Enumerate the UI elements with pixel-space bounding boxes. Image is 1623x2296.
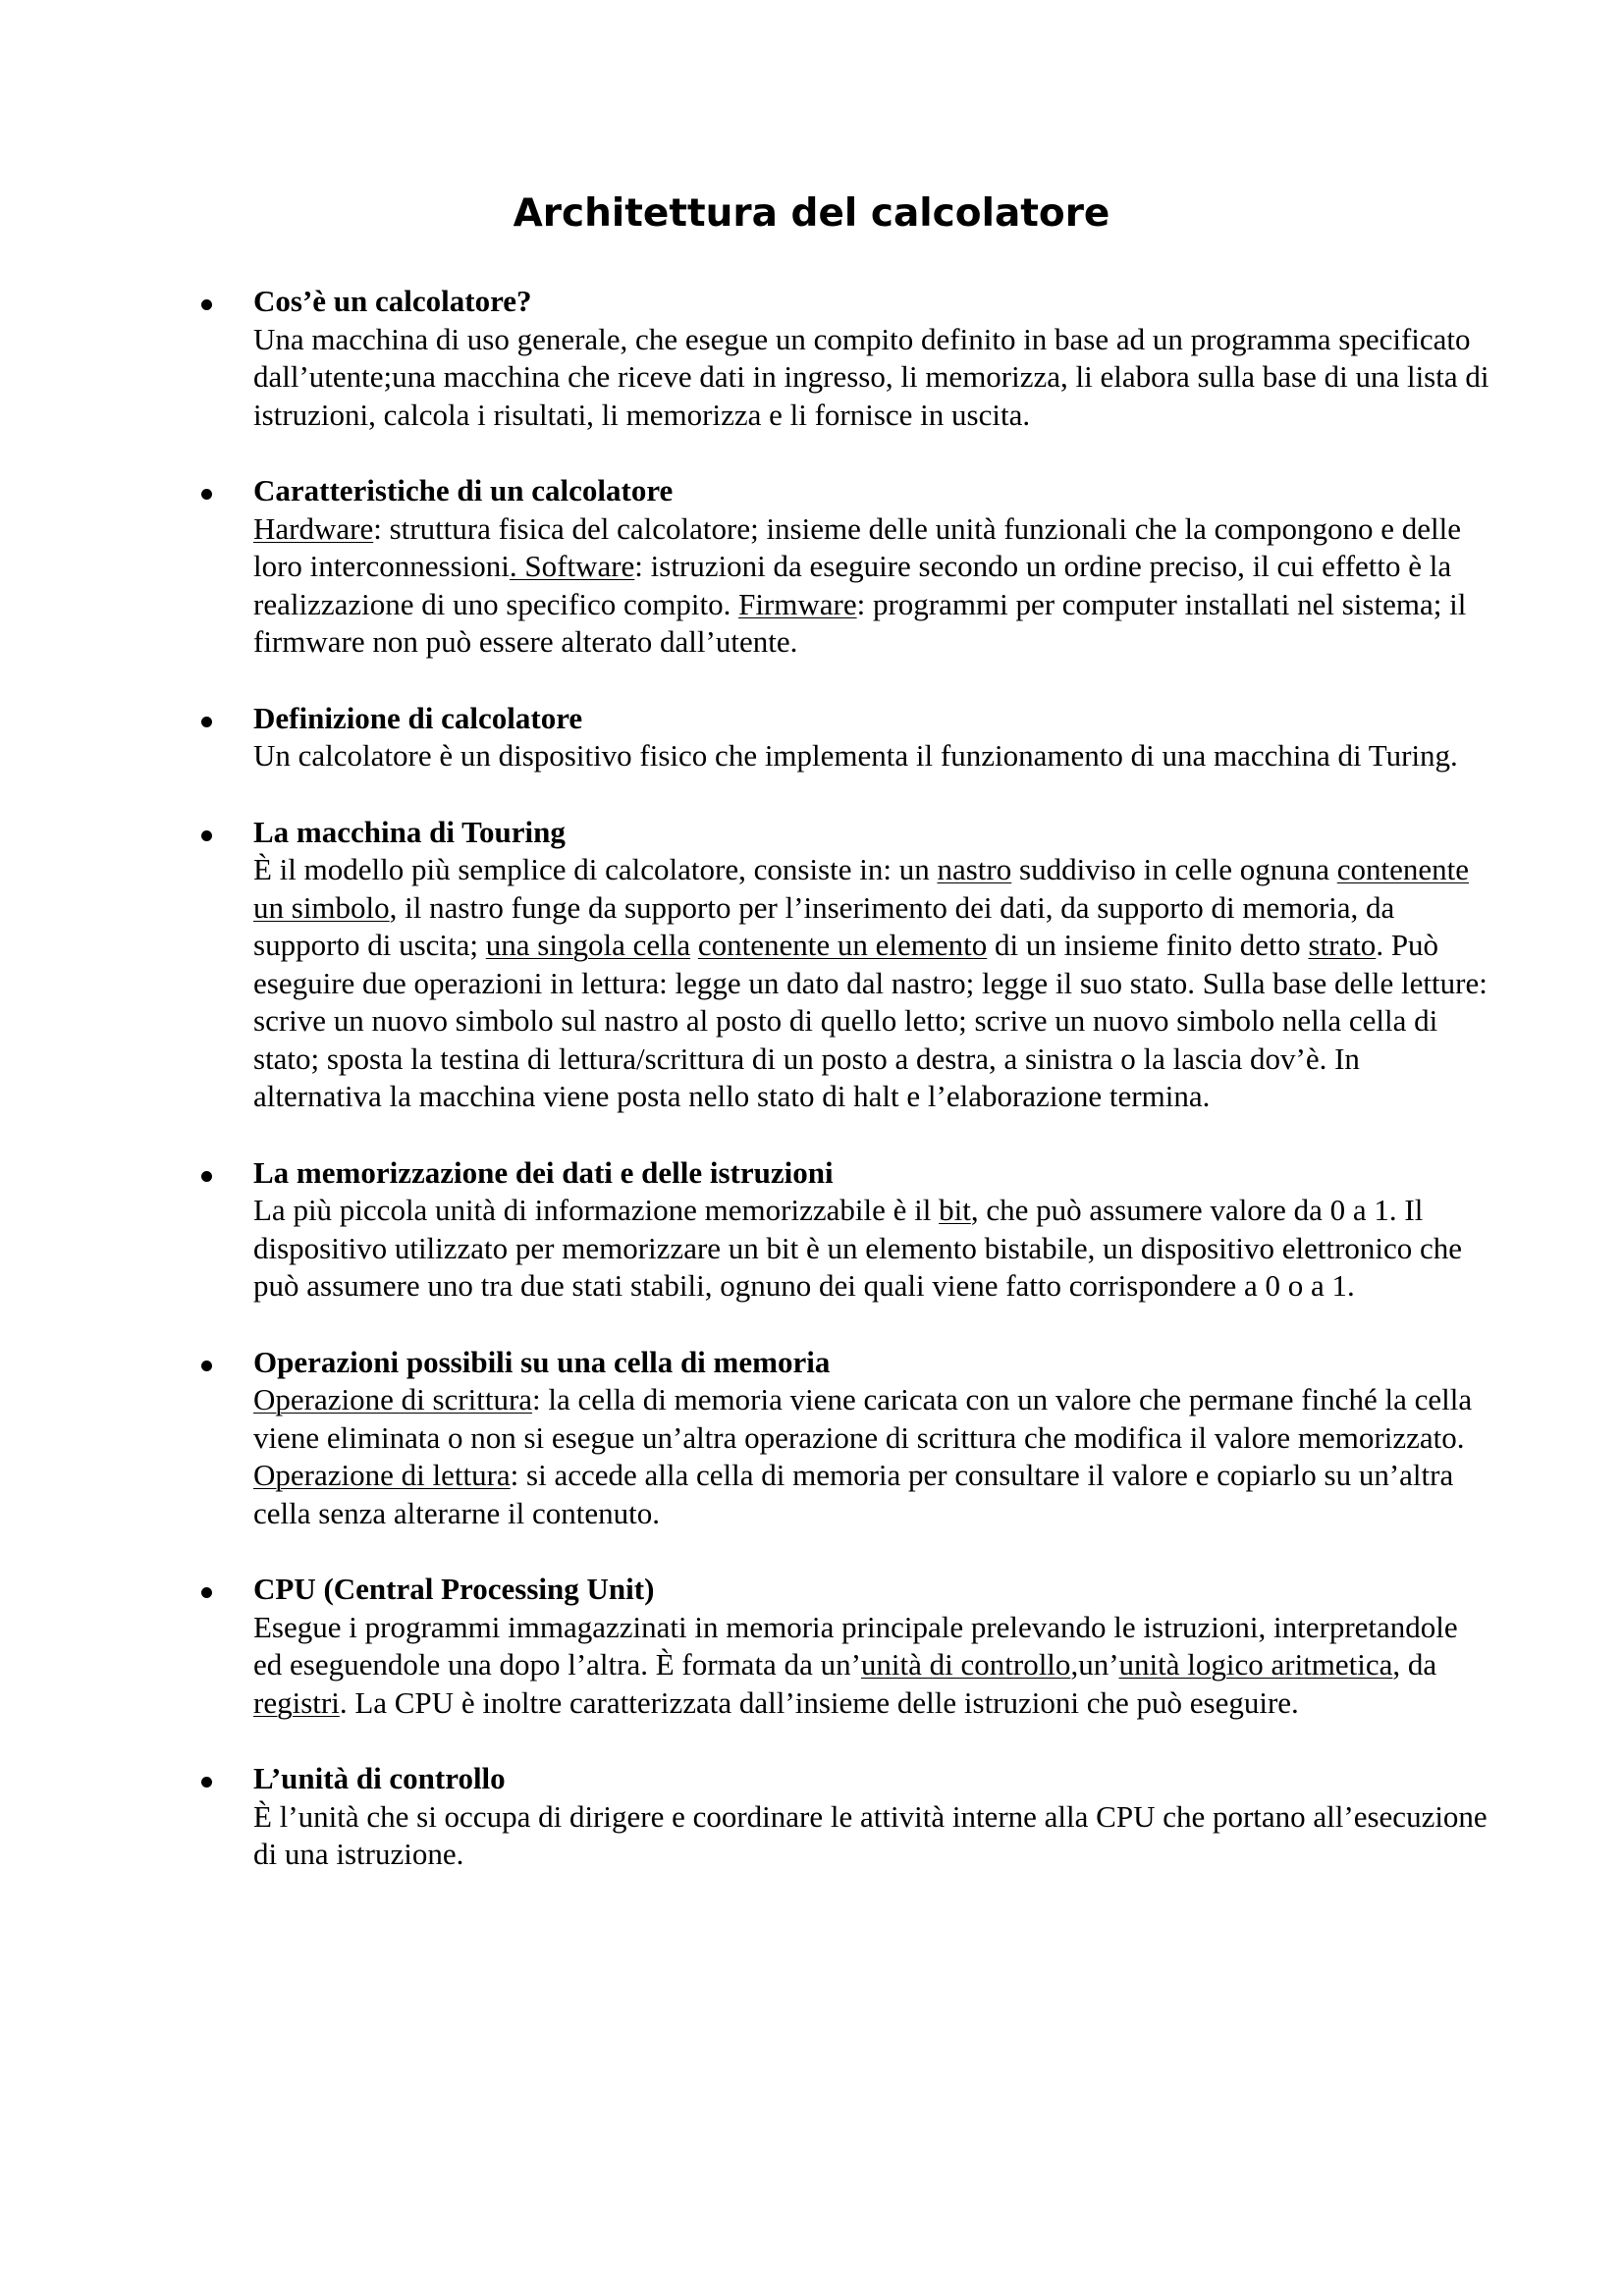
- underlined-term: Operazione di lettura: [253, 1458, 511, 1492]
- underlined-term: bit: [939, 1193, 971, 1227]
- bullet-list: [253, 283, 1490, 1912]
- text-run: : la cella di memoria viene caricata con un valore che permane finché la cella viene eliminata o non si esegue un’altra operazione di scrittura che modifica il valore memorizzato.: [253, 1382, 1473, 1455]
- section-body: [253, 321, 1490, 435]
- section-heading: L’unità di controllo: [253, 1761, 506, 1795]
- text-run: Esegue i programmi immagazzinati in memoria principale prelevando le istruzioni, interpretandole ed eseguendole una dopo l’altra. È formata da un’: [253, 1609, 1458, 1682]
- text-run: suddiviso in celle ognuna: [1011, 852, 1337, 886]
- text-run: [690, 928, 698, 962]
- paragraph: [253, 1609, 1490, 1723]
- paragraph: [253, 321, 1490, 435]
- bullet-icon: [201, 489, 212, 500]
- bullet-icon: [201, 1777, 212, 1788]
- text-run: : si accede alla cella di memoria per consultare il valore e copiarlo su un’altra cella senza alterarne il contenuto.: [253, 1458, 1454, 1530]
- underlined-term: una singola cella: [485, 928, 691, 962]
- underlined-term: contenente un elemento: [697, 928, 988, 962]
- text-run: , il nastro funge da supporto per l’inserimento dei dati, da supporto di memoria, da supporto di uscita;: [253, 889, 1395, 962]
- bullet-icon: [201, 830, 212, 841]
- section-body: [253, 737, 1490, 775]
- section-heading: La macchina di Touring: [253, 814, 566, 849]
- underlined-term: unità logico aritmetica: [1118, 1647, 1393, 1682]
- list-item: [253, 1344, 1490, 1533]
- section-body: [253, 510, 1490, 662]
- paragraph: [253, 1192, 1490, 1306]
- text-run: Un calcolatore è un dispositivo fisico che implementa il funzionamento di una macchina di Turing.: [253, 738, 1458, 773]
- text-run: : struttura fisica del calcolatore; insieme delle unità funzionali che la compongono e delle loro interconnessioni: [253, 510, 1462, 583]
- text-run: Una macchina di uso generale, che esegue un compito definito in base ad un programma specificato dall’utente;una macchina che riceve dati in ingresso, li memorizza, li elabora sulla base di una lista di istruzioni, calcola i risultati, li memorizza e li fornisce in uscita.: [253, 321, 1489, 432]
- text-run: ,un’: [1070, 1647, 1119, 1682]
- bullet-icon: [201, 1361, 212, 1371]
- section-heading: Definizione di calcolatore: [253, 700, 583, 735]
- bullet-icon: [201, 299, 212, 310]
- paragraph: [253, 851, 1490, 1116]
- text-run: La più piccola unità di informazione memorizzabile è il: [253, 1193, 940, 1227]
- text-run: È l’unità che si occupa di dirigere e coordinare le attività interne alla CPU che portano all’esecuzione di una istruzione.: [253, 1798, 1488, 1871]
- text-run: . La CPU è inoltre caratterizzata dall’insieme delle istruzioni che può eseguire.: [339, 1684, 1299, 1720]
- text-run: di un insieme finito detto: [987, 928, 1309, 962]
- underlined-term: strato: [1308, 928, 1377, 962]
- bullet-icon: [201, 1171, 212, 1182]
- underlined-term: registri: [253, 1684, 340, 1720]
- paragraph: [253, 1457, 1490, 1532]
- section-body: [253, 1192, 1490, 1306]
- section-heading: Cos’è un calcolatore?: [253, 284, 532, 318]
- page-title: Architettura del calcolatore: [513, 191, 1110, 236]
- list-item: [253, 472, 1490, 662]
- paragraph: [253, 510, 1490, 662]
- underlined-term: nastro: [937, 852, 1012, 886]
- list-item: [253, 700, 1490, 775]
- section-heading: Caratteristiche di un calcolatore: [253, 473, 674, 507]
- text-run: , che può assumere valore da 0 a 1. Il dispositivo utilizzato per memorizzare un bit è un elemento bistabile, un dispositivo elettronico che può assumere uno tra due stati stabili, ognuno dei quali viene fatto corrispondere a 0 o a 1.: [253, 1193, 1463, 1303]
- text-run: . Può eseguire due operazioni in lettura: legge un dato dal nastro; legge il suo stato. Sulla base delle letture: scrive un nuovo simbolo sul nastro al posto di quello letto; scrive un nuovo simbolo nella cella di stato; sposta la testina di lettura/scrittura di un posto a destra, a sinistra o la lascia dov’è. In alternativa la macchina viene posta nello stato di halt e l’elaborazione termina.: [253, 928, 1488, 1113]
- paragraph: [253, 1381, 1490, 1457]
- underlined-term: Operazione di scrittura: [253, 1382, 533, 1416]
- list-item: [253, 814, 1490, 1116]
- list-item: [253, 1571, 1490, 1722]
- underlined-term: contenente un simbolo: [253, 852, 1469, 925]
- text-run: È il modello più semplice di calcolatore, consiste in: un: [253, 852, 938, 886]
- paragraph: [253, 737, 1490, 775]
- section-body: [253, 851, 1490, 1116]
- section-heading: Operazioni possibili su una cella di memoria: [253, 1344, 831, 1379]
- list-item: [253, 1154, 1490, 1306]
- underlined-term: unità di controllo: [860, 1647, 1071, 1682]
- underlined-term: . Software: [509, 549, 635, 583]
- list-item: [253, 283, 1490, 434]
- text-run: : programmi per computer installati nel sistema; il firmware non può essere alterato dall’utente.: [253, 586, 1467, 659]
- bullet-icon: [201, 717, 212, 727]
- section-body: [253, 1381, 1490, 1532]
- list-item: [253, 1760, 1490, 1874]
- section-heading: La memorizzazione dei dati e delle istruzioni: [253, 1154, 834, 1190]
- paragraph: [253, 1798, 1490, 1874]
- underlined-term: Firmware: [738, 586, 857, 621]
- section-body: [253, 1798, 1490, 1874]
- section-body: [253, 1609, 1490, 1723]
- bullet-icon: [201, 1587, 212, 1598]
- underlined-term: Hardware: [253, 510, 374, 546]
- text-run: : istruzioni da eseguire secondo un ordine preciso, il cui effetto è la realizzazione di uno specifico compito.: [253, 549, 1452, 621]
- text-run: , da: [1392, 1647, 1437, 1682]
- section-heading: CPU (Central Processing Unit): [253, 1572, 655, 1606]
